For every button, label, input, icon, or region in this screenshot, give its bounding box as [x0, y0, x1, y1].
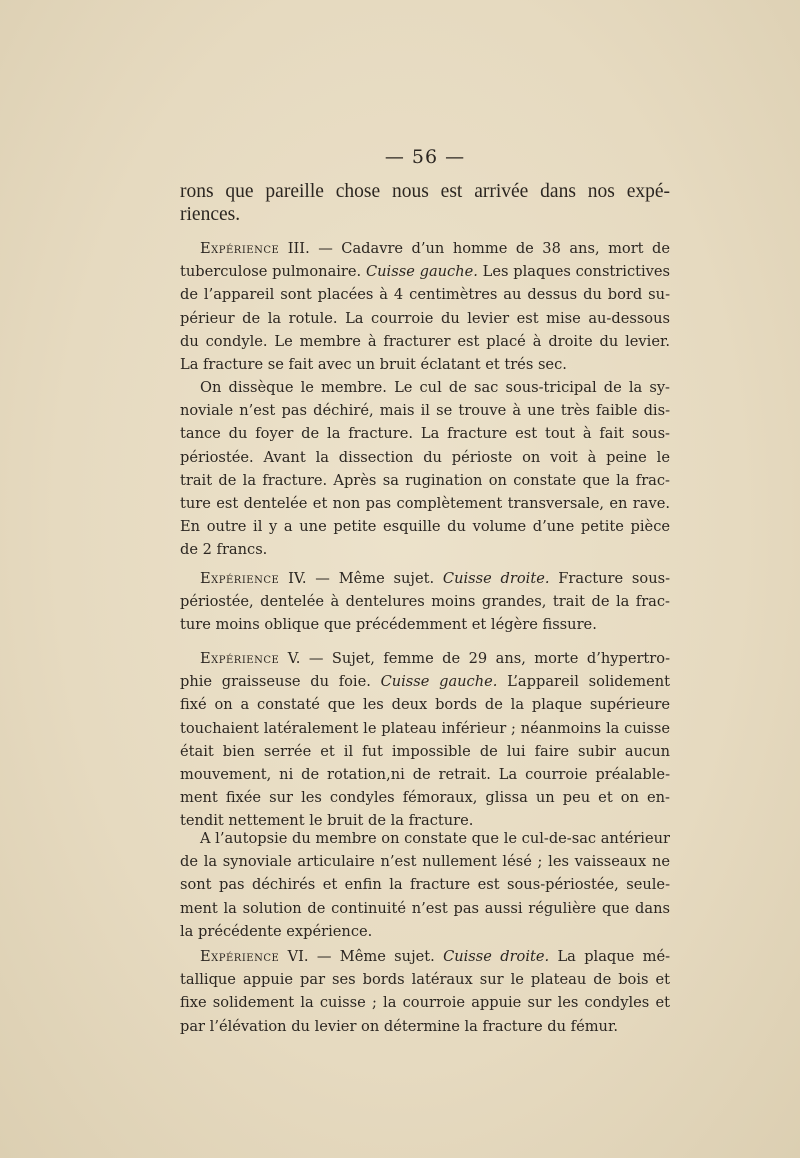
- text-line: tance du foyer de la fracture. La fracture est tout à fait sous-: [180, 425, 670, 443]
- experience-heading: Expérience: [200, 650, 280, 667]
- text-run: L’appareil solidement: [497, 673, 670, 691]
- text-line: de 2 francs.: [180, 541, 268, 559]
- text-line: touchaient latéralement le plateau inférieur ; néanmoins la cuisse: [180, 719, 670, 737]
- text-line: de la synoviale articulaire n’est nullement lésé ; les vaisseaux ne: [180, 853, 670, 871]
- text-line: périeur de la rotule. La courroie du levier est mise au-dessous: [180, 309, 670, 327]
- text-line: La fracture se fait avec un bruit éclatant et trés sec.: [180, 355, 567, 373]
- text-run: — Sujet, femme de 29 ans, morte d’hypertro-: [300, 650, 670, 667]
- page-number: — 56 —: [384, 146, 466, 168]
- text-line: périostée, dentelée à dentelures moins grandes, trait de la frac-: [180, 593, 670, 611]
- paragraph-dissection: [180, 376, 670, 562]
- text-line: était bien serrée et il fut impossible de lui faire subir aucun: [180, 742, 670, 760]
- italic-run: Cuisse droite.: [443, 948, 550, 965]
- text-line: fixe solidement la cuisse ; la courroie appuie sur les condyles et: [180, 994, 670, 1012]
- text-line: de l’appareil sont placées à 4 centimètres au dessus du bord su-: [180, 286, 670, 304]
- text-run: — Même sujet.: [306, 570, 435, 587]
- text-line: noviale n’est pas déchiré, mais il se trouve à une très faible dis-: [180, 402, 670, 420]
- experience-number: IV.: [288, 570, 307, 587]
- text-line: riences.: [180, 204, 241, 226]
- text-line: ture moins oblique que précédemment et légère fissure.: [180, 616, 597, 634]
- text-line: [180, 647, 670, 670]
- text-line: On dissèque le membre. Le cul de sac sous-tricipal de la sy-: [200, 379, 670, 396]
- experience-heading: Expérience: [200, 570, 280, 587]
- text-line: rons que pareille chose nous est arrivée dans nos expé-: [180, 181, 670, 202]
- text-line: A l’autopsie du membre on constate que le cul-de-sac antérieur: [200, 830, 670, 847]
- text-run: phie graisseuse du foie.: [180, 673, 371, 691]
- experience-heading: Expérience: [200, 240, 280, 257]
- text-line: ture est dentelée et non pas complètement transversale, en rave.: [180, 494, 670, 512]
- text-line: [180, 260, 670, 283]
- text-run: Les plaques constrictives: [477, 263, 670, 281]
- text-run: La plaque mé-: [549, 948, 670, 965]
- experience-number: III.: [287, 240, 310, 257]
- text-run: — Cadavre d’un homme de 38 ans, mort de: [309, 240, 670, 257]
- text-line: En outre il y a une petite esquille du volume d’une petite pièce: [180, 518, 670, 536]
- paragraph-autopsy: [180, 827, 670, 943]
- experience-iii: [180, 237, 670, 376]
- text-line: périostée. Avant la dissection du périoste on voit à peine le: [180, 448, 670, 466]
- lead-paragraph: [180, 180, 670, 226]
- text-line: [180, 945, 670, 968]
- text-line: ment la solution de continuité n’est pas aussi régulière que dans: [180, 899, 670, 917]
- text-line: la précédente expérience.: [180, 922, 373, 940]
- italic-run: Cuisse gauche.: [380, 673, 498, 691]
- text-line: [180, 567, 670, 590]
- text-line: tendit nettement le bruit de la fracture.: [180, 812, 474, 830]
- italic-run: Cuisse droite.: [442, 570, 550, 587]
- text-line: sont pas déchirés et enfin la fracture est sous-périostée, seule-: [180, 876, 670, 894]
- text-line: trait de la fracture. Après sa rugination on constate que la frac-: [180, 471, 670, 489]
- text-run: tuberculose pulmonaire.: [180, 263, 362, 281]
- text-run: — Même sujet.: [308, 948, 435, 965]
- text-line: du condyle. Le membre à fracturer est placé à droite du levier.: [180, 332, 670, 350]
- text-line: [180, 237, 670, 260]
- text-line: mouvement, ni de rotation,ni de retrait. La courroie préalable-: [180, 765, 670, 783]
- experience-number: VI.: [287, 948, 309, 965]
- experience-iv: [180, 567, 670, 637]
- text-run: Fracture sous-: [549, 570, 670, 587]
- text-line: [180, 670, 670, 693]
- text-line: par l’élévation du levier on détermine la fracture du fémur.: [180, 1017, 618, 1035]
- experience-heading: Expérience: [200, 948, 280, 965]
- experience-vi: [180, 945, 670, 1038]
- experience-number: V.: [287, 650, 301, 667]
- text-line: fixé on a constaté que les deux bords de la plaque supérieure: [180, 696, 670, 714]
- experience-v: [180, 647, 670, 833]
- text-line: ment fixée sur les condyles fémoraux, glissa un peu et on en-: [180, 789, 670, 807]
- text-line: tallique appuie par ses bords latéraux sur le plateau de bois et: [180, 971, 670, 989]
- italic-run: Cuisse gauche.: [365, 263, 478, 281]
